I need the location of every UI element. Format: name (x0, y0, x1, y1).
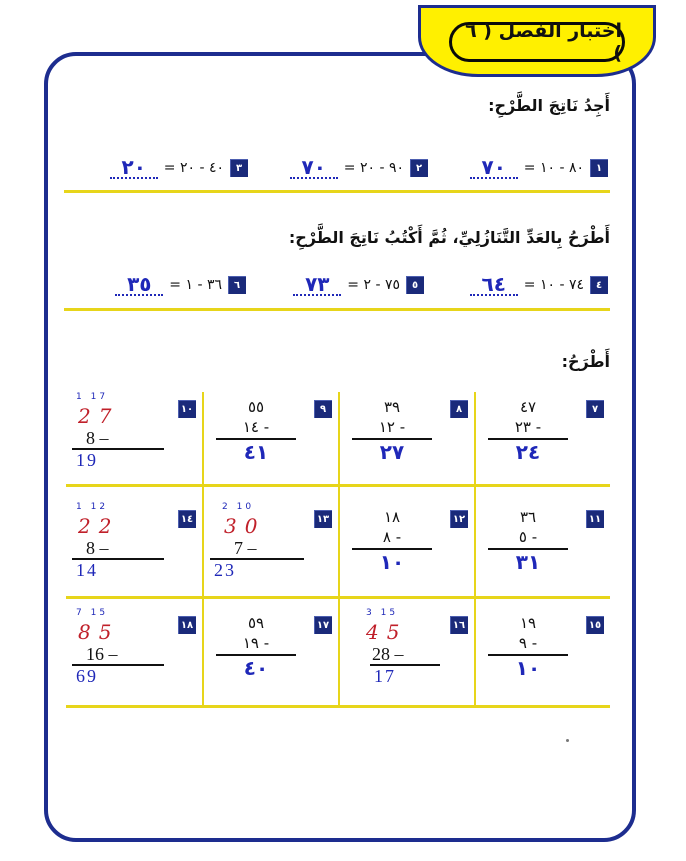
difference: ١٠ (515, 656, 541, 680)
problem-11 (474, 502, 610, 607)
problem-3 (110, 155, 248, 181)
problem-14 (66, 502, 202, 607)
problem-number-badge: ٤ (590, 276, 608, 294)
problem-number-badge: ١٠ (178, 400, 196, 418)
problem-15 (474, 608, 610, 713)
minuend: ٤٧ (519, 398, 537, 416)
subtrahend: 7 – (234, 538, 257, 558)
subtraction-grid (66, 392, 610, 708)
problem-answer: ٦٤ (470, 274, 518, 296)
problem-answer: ٣٥ (115, 274, 163, 296)
subtrahend: 8 – (86, 428, 109, 448)
problem-8 (338, 392, 474, 497)
problem-number-badge: ٩ (314, 400, 332, 418)
problem-answer: ٧٣ (293, 274, 341, 296)
problem-17 (202, 608, 338, 713)
subtrahend: ٢٣ - (514, 418, 542, 436)
problem-number-badge: ١٨ (178, 616, 196, 634)
problem-5 (293, 272, 424, 298)
subtrahend: 8 – (86, 538, 109, 558)
problem-number-badge: ٨ (450, 400, 468, 418)
problem-number-badge: ٢ (410, 159, 428, 177)
subtrahend: ٥ - (518, 528, 538, 546)
difference: 17 (374, 666, 396, 686)
problem-answer: ٢٠ (110, 157, 158, 179)
problem-expression: ٧٥ - ٢ = (347, 277, 400, 293)
section2-heading: أَطْرَحُ بِالعَدِّ التَّنَازُلِيِّ، ثُمَّ أَكْتُبُ نَاتِجَ الطَّرْحِ: (288, 228, 610, 247)
stray-mark (566, 739, 569, 742)
crossed-minuend: 85 (78, 620, 120, 644)
minuend: ٣٦ (519, 508, 537, 526)
crossed-minuend: 27 (78, 404, 120, 428)
chapter-test-tab (418, 5, 656, 77)
regroup-carry: 7 15 (76, 608, 109, 618)
problem-4 (470, 272, 608, 298)
subtrahend: 28 – (372, 644, 404, 664)
difference: 14 (76, 560, 98, 580)
subtrahend: ٨ - (382, 528, 402, 546)
problem-expression: ٩٠ - ٢٠ = (343, 160, 404, 176)
minuend: ٥٩ (247, 614, 265, 632)
regroup-carry: 2 10 (222, 502, 255, 512)
problem-10 (66, 392, 202, 497)
problem-number-badge: ٧ (586, 400, 604, 418)
problem-13 (202, 502, 338, 607)
difference: ٤٠ (243, 656, 269, 680)
problem-expression: ٧٤ - ١٠ = (523, 277, 584, 293)
difference: ٢٧ (379, 440, 405, 464)
problem-expression: ٣٦ - ١ = (169, 277, 222, 293)
problem-answer: ٧٠ (470, 157, 518, 179)
minuend: ٥٥ (247, 398, 265, 416)
problem-7 (474, 392, 610, 497)
subtrahend: ٩ - (518, 634, 538, 652)
minuend: ١٨ (383, 508, 401, 526)
problem-number-badge: ١٢ (450, 510, 468, 528)
section-divider (64, 308, 610, 311)
problem-number-badge: ١٤ (178, 510, 196, 528)
difference: ٤١ (243, 440, 269, 464)
crossed-minuend: 22 (78, 514, 120, 538)
regroup-carry: 1 17 (76, 392, 109, 402)
minuend: ٣٩ (383, 398, 401, 416)
problem-expression: ٤٠ - ٢٠ = (163, 160, 224, 176)
chapter-test-title: اختبار الفصل ( ٦ ) (449, 22, 625, 62)
problem-2 (290, 155, 428, 181)
section1-heading: أَجِدُ نَاتِجَ الطَّرْحِ: (488, 96, 610, 115)
problem-6 (115, 272, 246, 298)
problem-number-badge: ١٧ (314, 616, 332, 634)
difference: 23 (214, 560, 236, 580)
subtrahend: 16 – (86, 644, 118, 664)
regroup-carry: 3 15 (366, 608, 399, 618)
problem-number-badge: ١٣ (314, 510, 332, 528)
difference: ١٠ (379, 550, 405, 574)
problem-1 (470, 155, 608, 181)
crossed-minuend: 30 (224, 514, 266, 538)
problem-number-badge: ١ (590, 159, 608, 177)
difference: ٣١ (515, 550, 541, 574)
subtrahend: ١٩ - (242, 634, 270, 652)
problem-number-badge: ١١ (586, 510, 604, 528)
difference: ٢٤ (515, 440, 541, 464)
problem-number-badge: ١٥ (586, 616, 604, 634)
problem-number-badge: ٣ (230, 159, 248, 177)
problem-number-badge: ٥ (406, 276, 424, 294)
regroup-carry: 1 12 (76, 502, 109, 512)
minuend: ١٩ (519, 614, 537, 632)
subtrahend: ١٢ - (378, 418, 406, 436)
difference: 19 (76, 450, 98, 470)
problem-18 (66, 608, 202, 713)
section-divider (64, 190, 610, 193)
problem-expression: ٨٠ - ١٠ = (523, 160, 584, 176)
problem-number-badge: ١٦ (450, 616, 468, 634)
problem-16 (338, 608, 474, 713)
problem-answer: ٧٠ (290, 157, 338, 179)
crossed-minuend: 45 (366, 620, 408, 644)
problem-number-badge: ٦ (228, 276, 246, 294)
problem-9 (202, 392, 338, 497)
section3-heading: أَطْرَحُ: (561, 352, 610, 371)
problem-12 (338, 502, 474, 607)
subtrahend: ١٤ - (242, 418, 270, 436)
difference: 69 (76, 666, 98, 686)
